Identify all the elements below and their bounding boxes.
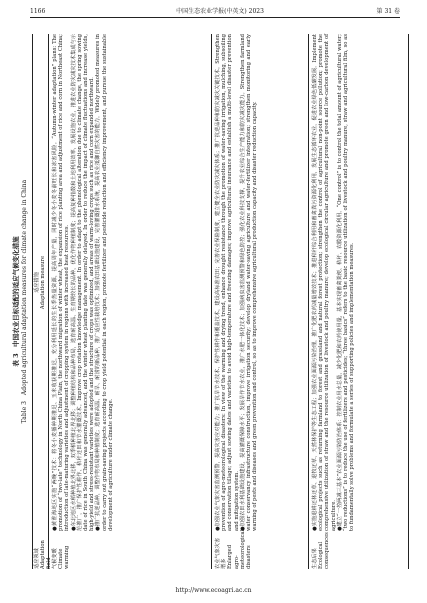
row-divider <box>211 34 212 569</box>
running-header <box>30 8 400 20</box>
row-label-ecological <box>312 532 331 569</box>
measure-paragraph: ●黄淮海地区实施“两晚”技术：将冬小麦播种期推迟、玉米收获期推迟，充分利用延长的生长季热量资源，提高周年产量，同时减少冬小麦冬前旺长和冻害风险。“Autumn-winter adaptation” plans: The promotion of “two-late” technology in North China Plain, the northward migration of winter wheat, the expansion of rice planting area and adjustment of rice and corn in Northeast China; introduction of late-maturing varieties and adjustment of cropping system in regions with increased heat resources. <box>52 34 71 531</box>
measure-paragraph: ●东北地区水稻种植北界北移，双季稻种植北界北移；调整种植结构和品种布局，选育耐高温、生育期较长的品种，优化作物种植制度；提高复种指数和土地利用效率，发展设施农业，推进农业防灾减灾技术集成与示范推广，推广保护性耕作、秸秆还田和节水灌溉技术。Improve crop rotation knowledge management. In order to adapt to the phenological alteration due to climate change, the spring sowing date of rice in South China was generally advanced, and the winter wheat planting date was generally delayed. In order to reduce the impact of climate fluctuations and increase yields, high-yield and stress-resistant varieties were adopted and the structure of crops was optimized, and areas of warm-loving crops such as rice and corn expanded northward. <box>70 34 96 531</box>
column-header-measure-en: Adaptation measure <box>40 255 47 310</box>
column-header-measure <box>34 34 46 531</box>
row-body-climate-warming <box>52 34 114 531</box>
measure-paragraph: ●推广抗逆品种，调整作物布局和种植制度；选育耐高温、耐旱、耐涝的新品种，推广适应性栽培技术；加强农田基础设施建设，完善灌溉排水系统，提高农业抵御自然灾害的能力。Widely promoted measures in order to carry out grain-saving projects according to crop yield potential in each region, promote fertilizer and pesticide reduction and efficiency improvement, and pursue the sustainable development of agriculture under climate change. <box>95 34 114 531</box>
table-bottom-rule <box>408 34 409 569</box>
row-label-climate-warming <box>52 535 71 569</box>
row-label-en: Ecological consequences <box>318 532 331 569</box>
table-3 <box>8 24 419 579</box>
row-label-en: Enlarged agro-meteorological disasters <box>227 529 253 569</box>
column-header-measure-cn: 适应措施 <box>34 272 40 293</box>
table-caption-cn: 表 3 中国农业目标适配的适应气候变化措施 <box>12 236 20 367</box>
header-rule <box>30 17 400 18</box>
column-header-field-cn: 适应领域 <box>34 548 40 569</box>
footer-url: http://www.ecoagri.ac.cn <box>175 587 252 594</box>
row-label-en: Climate warming <box>58 545 71 569</box>
table-top-rule <box>32 34 33 569</box>
row-divider <box>308 34 309 569</box>
row-label-cn: 气候变暖 <box>52 548 58 569</box>
row-body-agro-disasters <box>215 34 258 531</box>
row-label-agro-disasters <box>215 529 253 569</box>
rotated-table-region <box>8 24 419 579</box>
measure-paragraph: ●实施退耕还林还草、退牧还草、天然林保护等生态工程；加强农业面源污染治理，推广化肥农药减量增效技术；推进秸秆综合利用和畜禽粪污资源化利用，发展生态循环农业，促进农业绿色低碳发展。Implement ecological projects such as returning farmland to forest and grassland and natural forest protection; strengthen the control of agricultural non-point source pollution; promote the comprehensive utilization of straw and the resource utilization of livestock and poultry manure; develop ecological circular agriculture and promote green and low-carbon development of agriculture. <box>312 34 337 531</box>
row-body-ecological <box>312 34 355 531</box>
table-caption-en: Table 3 Adopted agricultural adaptation measures for climate change in China <box>21 179 28 424</box>
measure-paragraph: ●加强农田水利基础设施建设，提高灌溉保障水平；发展旱作节水农业，推广水肥一体化技术；加强病虫害监测预警和绿色防控；强化农业科技支撑，提升农业综合生产能力和防灾减灾能力。Strengthen farmland water conservancy infrastructure construction, improve irrigation security; develop dryland water-saving agriculture and water-fertilizer integration; strengthen monitoring and early warning of pests and diseases and green prevention and control, so as to improve comprehensive agricultural production capacity and disaster reduction capacity. <box>239 34 259 531</box>
volume-number: 第 31 卷 <box>376 8 400 15</box>
page-number: 1166 <box>30 8 46 15</box>
measure-paragraph: ●建立“一控两减三基本”农业面源污染防治体系：控制农业用水总量，减少化肥和农药使用量，基本实现畜禽粪便、秸秆、农膜资源化利用。“One control” is to control the total amount of agricultural water; “two reductions” is to reduce the use of fertilizers and pesticides; “three basics” refers to the basic resource utilization of livestock and poultry manure, straw and agricultural film, so as to fundamentally solve problems and formulate a series of supporting policies and implementation measures. <box>336 34 356 531</box>
column-header-field <box>34 535 53 569</box>
measure-paragraph: ●加强农业气象灾害监测预警，提高灾害应对能力；推广抗旱节水技术、保护性耕作和覆盖技术，建设高标准农田；完善农业保险制度，建立健全农业防灾减灾体系；推广抗逆品种和防灾减灾关键技术。Strengthen prevention of agro-meteorological disasters: In view of the warming and drying trend, enhance drought resistance through the promotion of water-saving irrigation, mulching, subsoiling and conservation tillage; adjust sowing dates and varieties to avoid high-temperature and freezing damages; improve agricultural insurance and establish a multi-level disaster prevention and mitigation system. <box>215 34 240 531</box>
column-header-field-en: Adaptation field <box>40 540 53 569</box>
table-header-rule <box>48 34 49 569</box>
row-label-cn: 生态后果 <box>312 548 318 569</box>
row-label-cn: 农业气象灾害增多 <box>215 537 228 569</box>
journal-title: 中国生态农业学报(中英文) 2023 <box>176 8 264 15</box>
